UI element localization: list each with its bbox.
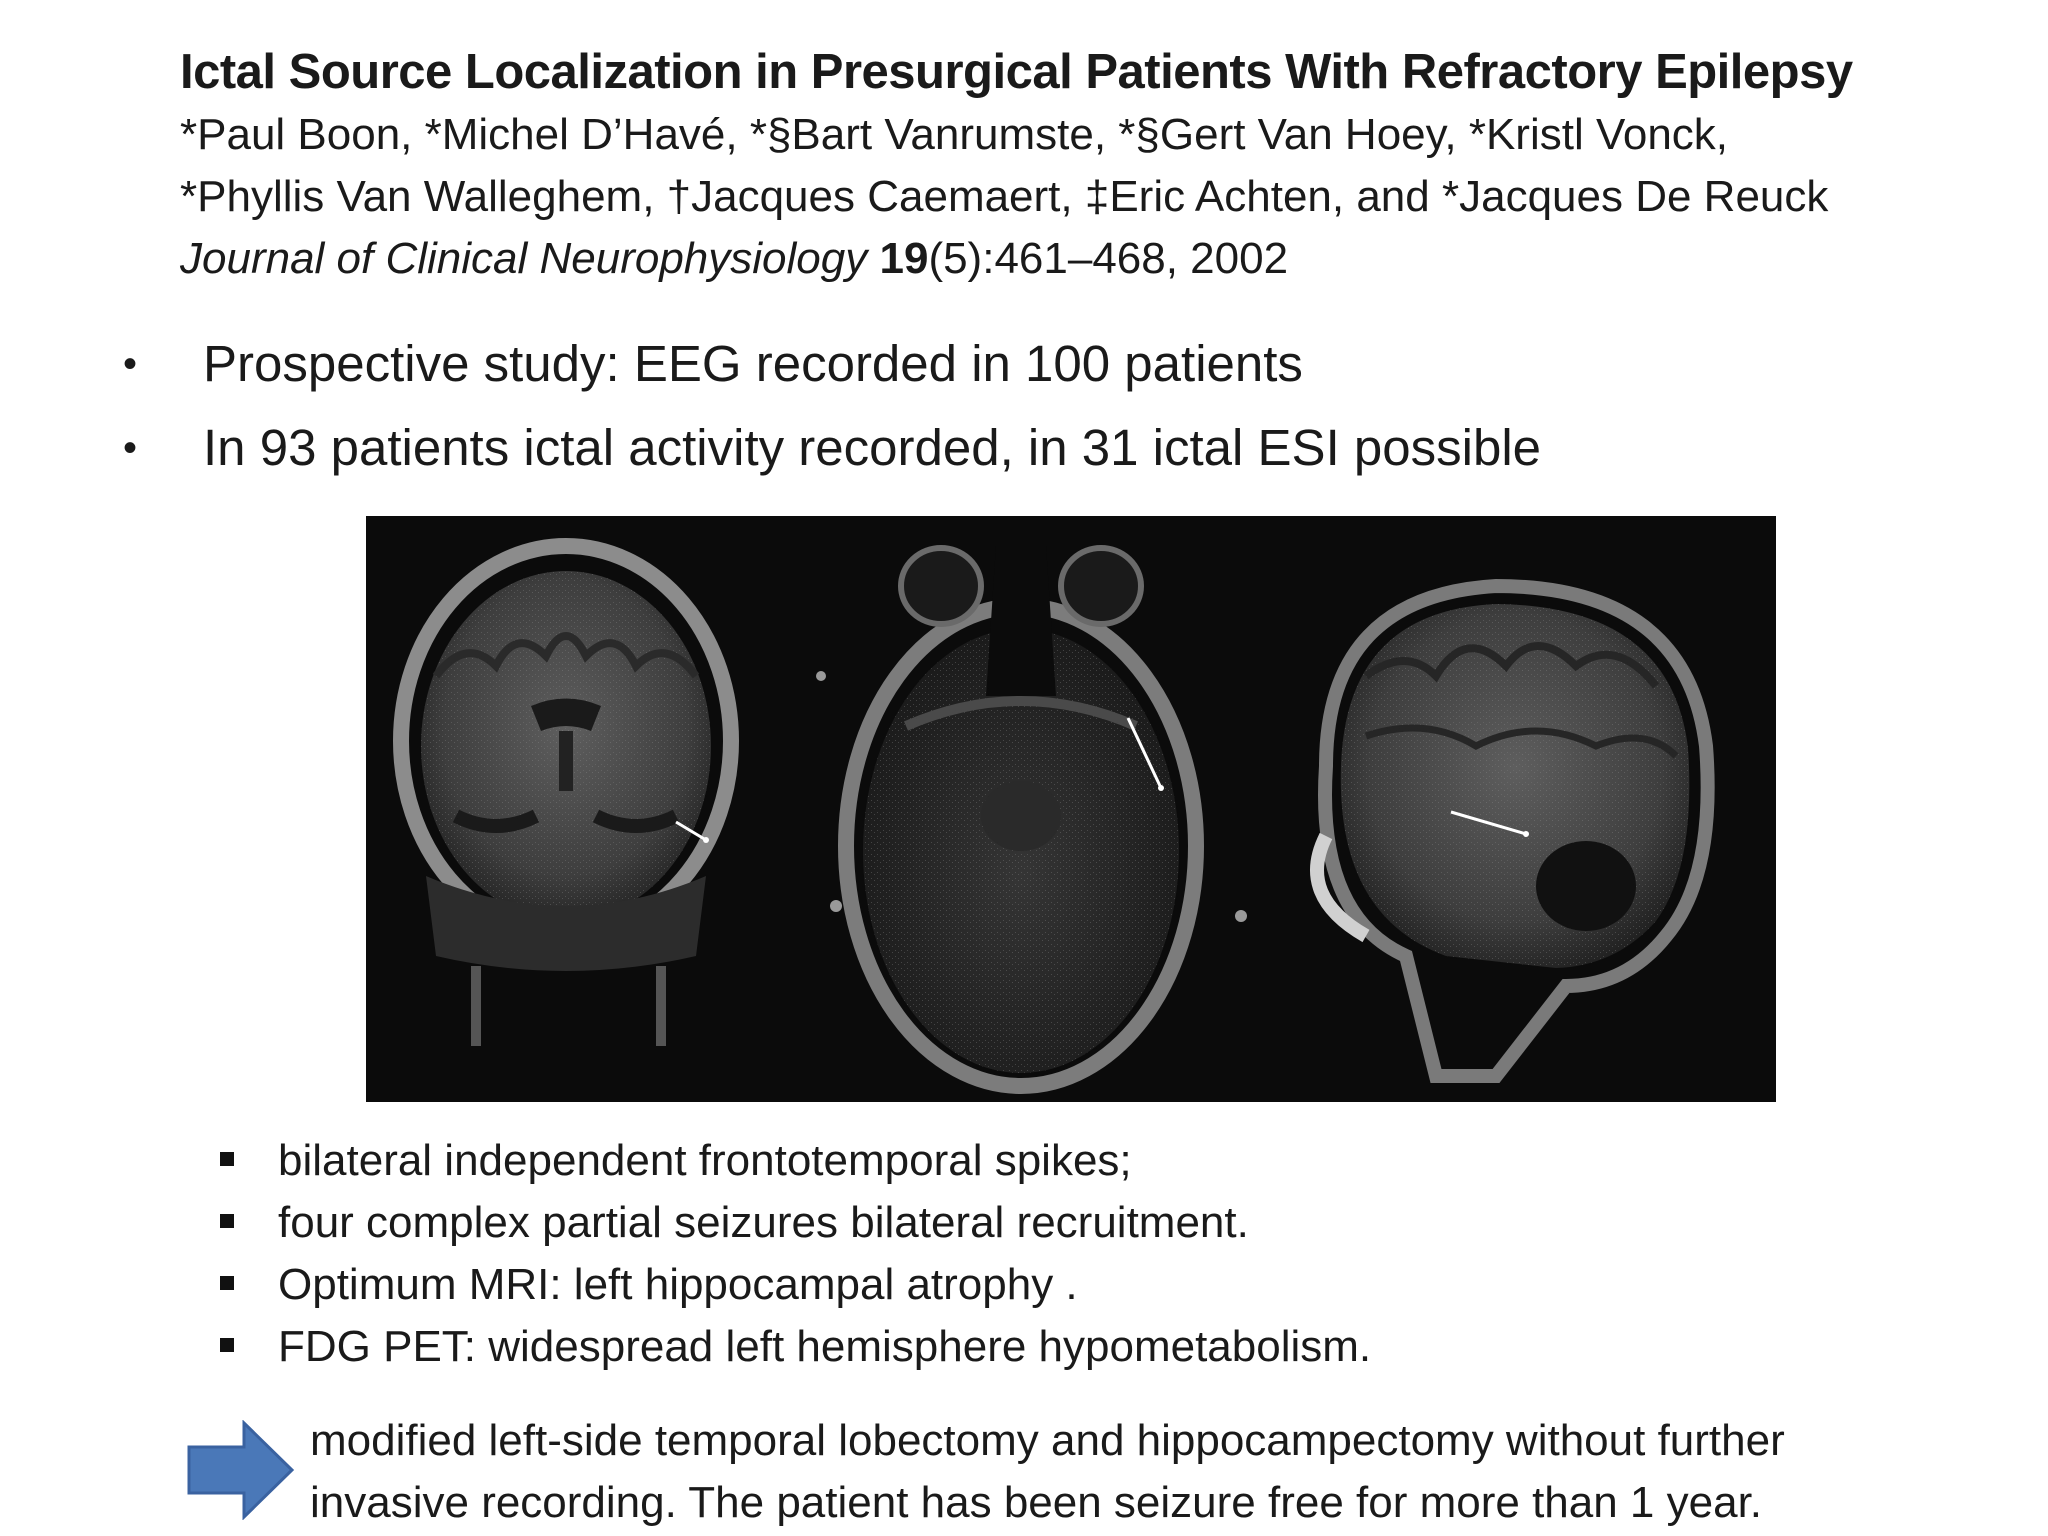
finding-text: FDG PET: widespread left hemisphere hypometabolism.: [278, 1322, 1372, 1371]
right-arrow-icon: [186, 1420, 296, 1520]
square-bullet-icon: [220, 1152, 234, 1166]
bullet-dot: •: [123, 342, 138, 386]
citation: [180, 228, 2020, 290]
finding-item: [210, 1130, 1371, 1192]
mri-figure: [366, 516, 1776, 1102]
conclusion-line-1: modified left-side temporal lobectomy and hippocampectomy without further: [310, 1416, 1785, 1465]
square-bullet-icon: [220, 1338, 234, 1352]
finding-item: [210, 1316, 1371, 1378]
journal-volume: 19: [879, 234, 929, 283]
paper-header: [180, 40, 2020, 290]
main-bullet-text: In 93 patients ictal activity recorded, in 31 ictal ESI possible: [203, 419, 1542, 476]
bullet-dot: •: [123, 426, 138, 470]
conclusion: [186, 1410, 2036, 1530]
conclusion-line-2: invasive recording. The patient has been seizure free for more than 1 year.: [310, 1478, 1763, 1527]
findings-list: [210, 1130, 1371, 1378]
mri-svg: [366, 516, 1776, 1102]
authors-line-1: *Paul Boon, *Michel D’Havé, *§Bart Vanrumste, *§Gert Van Hoey, *Kristl Vonck,: [180, 110, 1729, 159]
issue-pages-year: (5):461–468, 2002: [928, 234, 1289, 283]
square-bullet-icon: [220, 1276, 234, 1290]
paper-title: Ictal Source Localization in Presurgical Patients With Refractory Epilepsy: [180, 45, 1853, 99]
finding-text: four complex partial seizures bilateral recruitment.: [278, 1198, 1249, 1247]
authors-line-2: *Phyllis Van Walleghem, †Jacques Caemaert, ‡Eric Achten, and *Jacques De Reuck: [180, 172, 1829, 221]
finding-item: [210, 1192, 1371, 1254]
main-bullet-item: [115, 406, 1915, 490]
finding-item: [210, 1254, 1371, 1316]
main-bullet-list: [115, 322, 1915, 490]
main-bullet-text: Prospective study: EEG recorded in 100 patients: [203, 335, 1303, 392]
square-bullet-icon: [220, 1214, 234, 1228]
conclusion-text: [310, 1410, 1785, 1534]
finding-text: Optimum MRI: left hippocampal atrophy .: [278, 1260, 1078, 1309]
main-bullet-item: [115, 322, 1915, 406]
journal-name: Journal of Clinical Neurophysiology: [180, 234, 868, 283]
finding-text: bilateral independent frontotemporal spikes;: [278, 1136, 1132, 1185]
